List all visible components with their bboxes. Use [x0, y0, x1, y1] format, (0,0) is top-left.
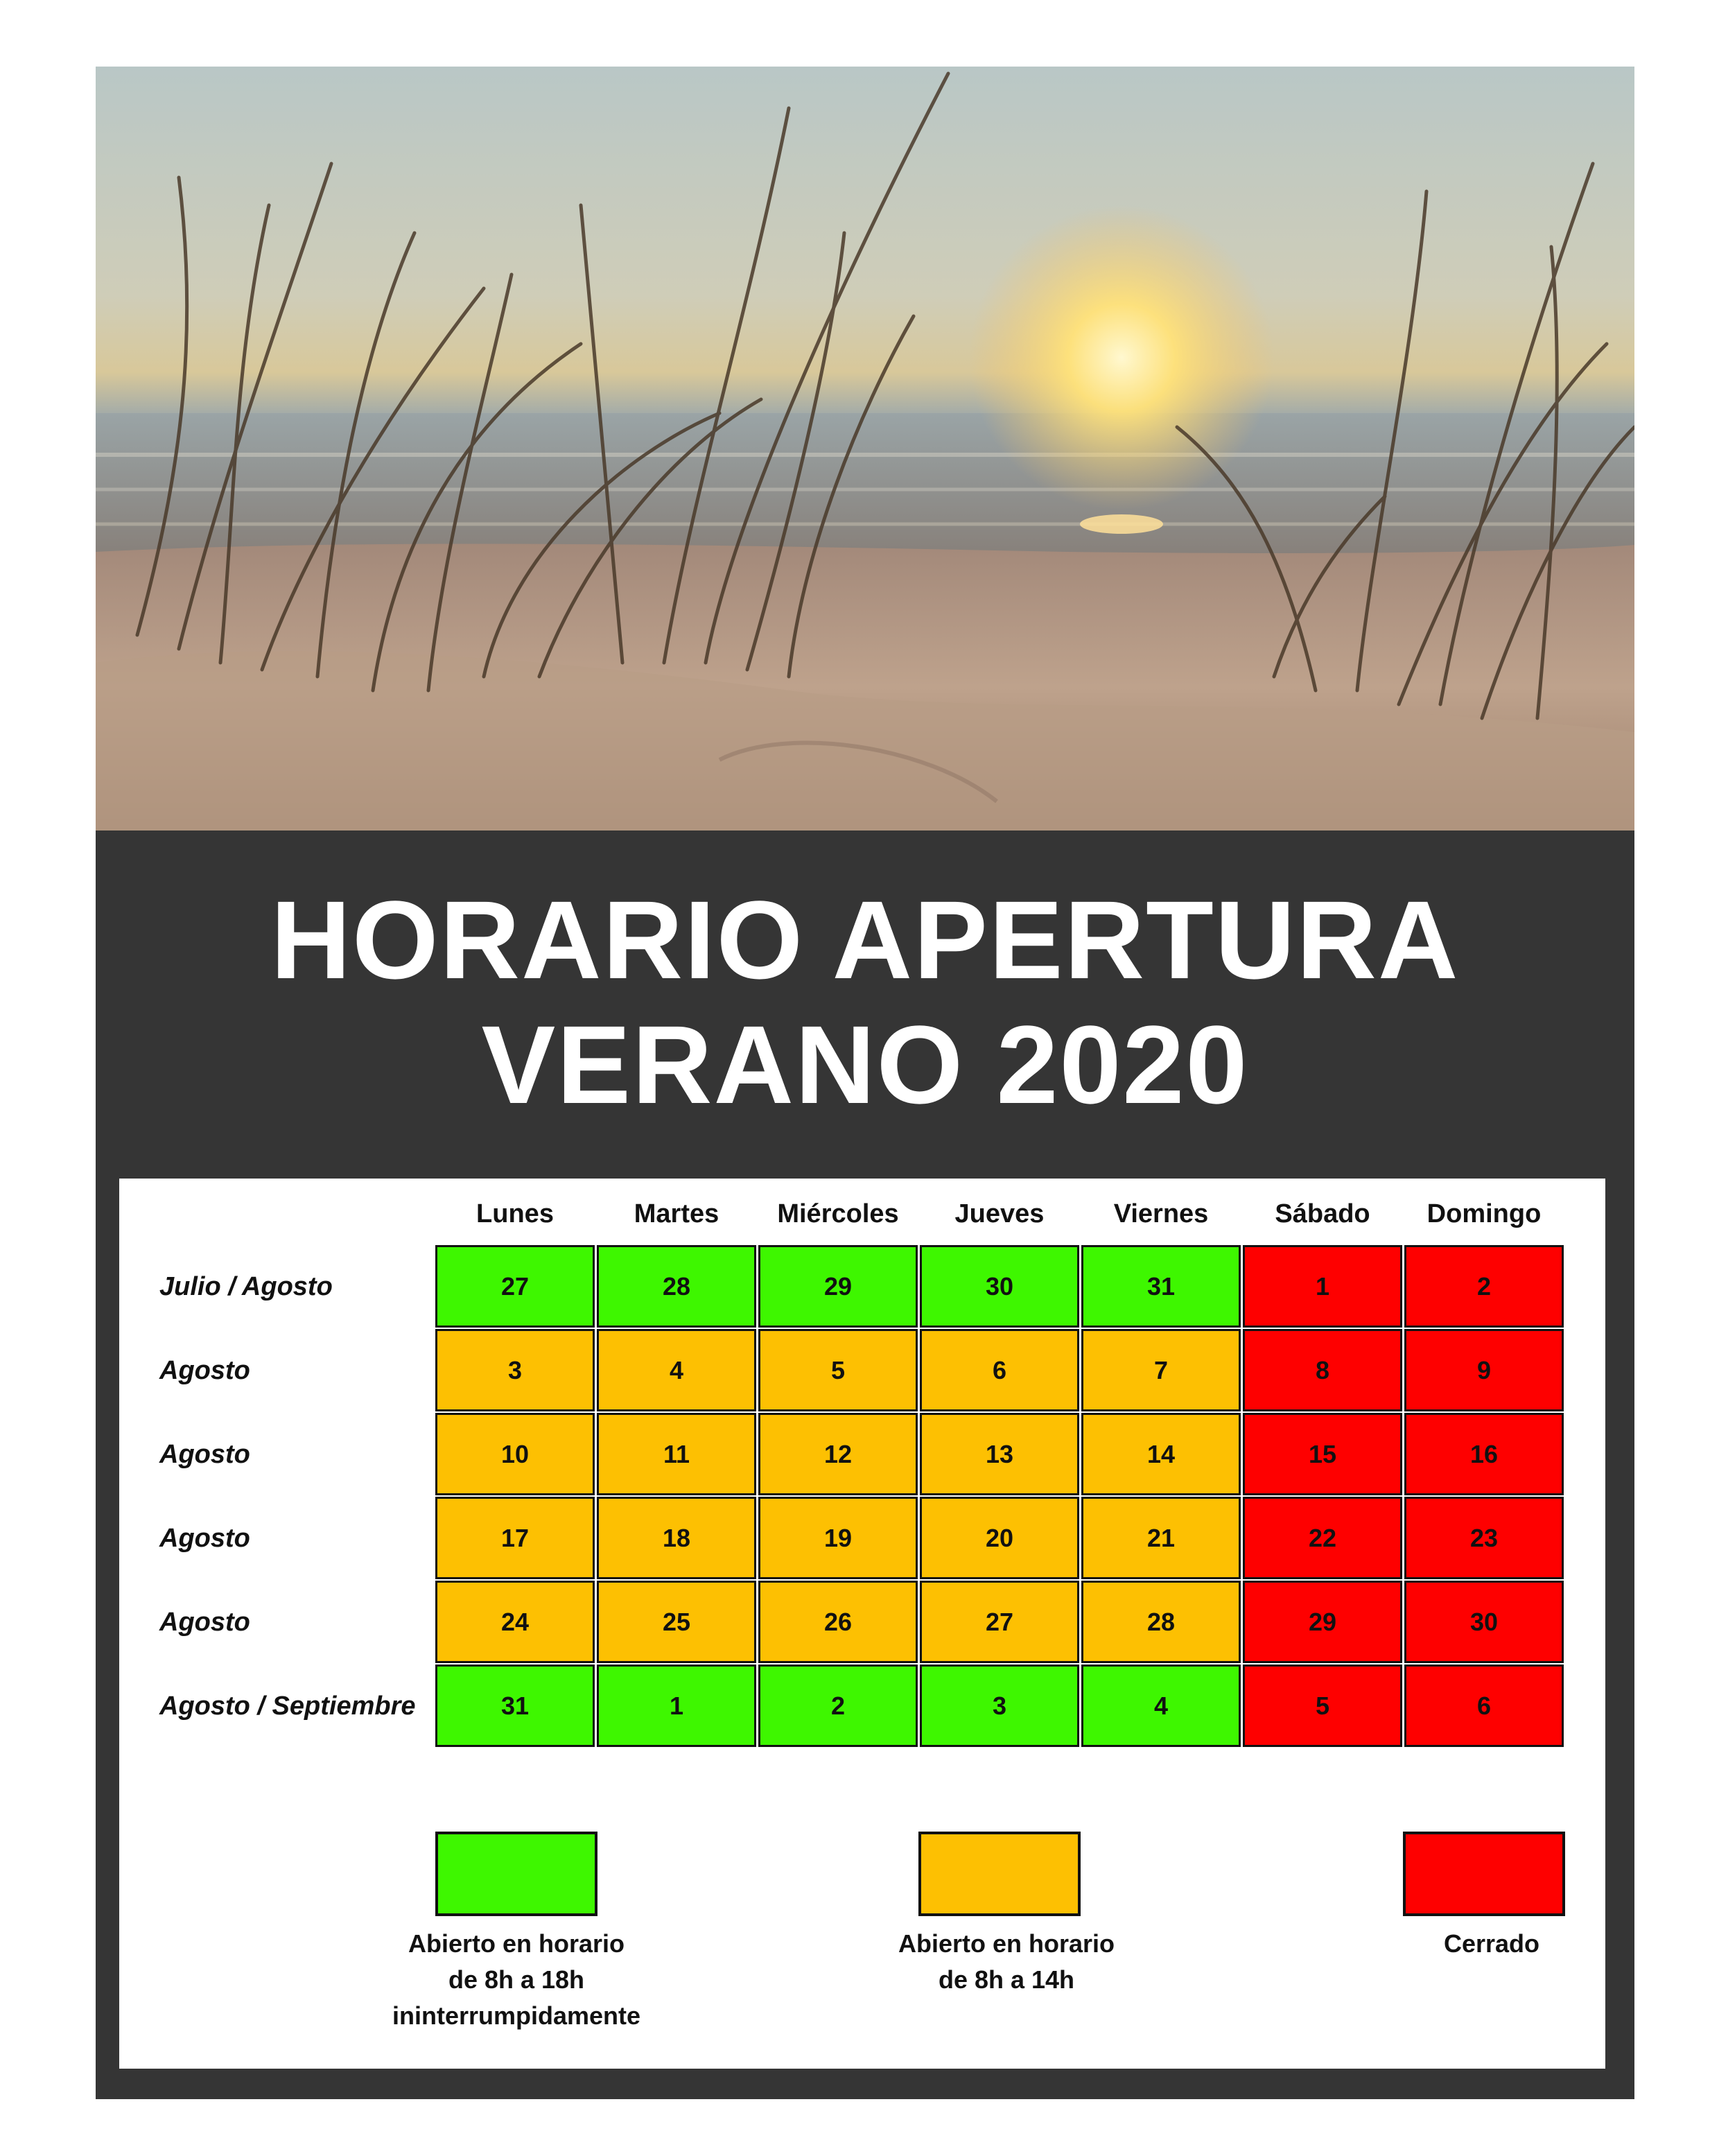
day-header: Lunes: [476, 1199, 554, 1228]
calendar-cell: 2: [758, 1664, 918, 1747]
calendar-cell: 26: [758, 1581, 918, 1663]
calendar-cell: 22: [1243, 1497, 1402, 1579]
calendar-cell: 29: [1243, 1581, 1402, 1663]
calendar-cell: 30: [920, 1245, 1079, 1328]
calendar-cell: 3: [920, 1664, 1079, 1747]
day-header: Domingo: [1426, 1199, 1542, 1228]
calendar-cell: 31: [1081, 1245, 1241, 1328]
legend-open-morning-swatch: [918, 1832, 1081, 1916]
row-label: Julio / Agosto: [159, 1272, 333, 1301]
calendar-cell: 7: [1081, 1329, 1241, 1411]
row-label: Agosto: [159, 1608, 250, 1637]
calendar-cell: 3: [435, 1329, 595, 1411]
poster: [96, 67, 1634, 2099]
calendar-cell: 6: [1404, 1664, 1564, 1747]
legend-closed-swatch: [1403, 1832, 1565, 1916]
calendar-cell: 1: [597, 1664, 756, 1747]
title-line-2: VERANO 2020: [481, 1002, 1249, 1127]
calendar-cell: 13: [920, 1413, 1079, 1495]
calendar-cell: 5: [758, 1329, 918, 1411]
legend-open-morning-line2: de 8h a 14h: [938, 1965, 1075, 1994]
calendar-cell: 29: [758, 1245, 918, 1328]
calendar-cell: 5: [1243, 1664, 1402, 1747]
calendar-cell: 17: [435, 1497, 595, 1579]
legend-open-full-label: [357, 1926, 676, 2034]
row-label: Agosto: [159, 1356, 250, 1385]
beach-illustration: [96, 67, 1634, 831]
calendar-cell: 12: [758, 1413, 918, 1495]
calendar-cell: 2: [1404, 1245, 1564, 1328]
calendar-cell: 28: [1081, 1581, 1241, 1663]
calendar-cell: 27: [920, 1581, 1079, 1663]
legend-open-full-swatch: [435, 1832, 597, 1916]
day-header: Jueves: [954, 1199, 1045, 1228]
calendar-cell: 24: [435, 1581, 595, 1663]
row-label: Agosto: [159, 1524, 250, 1553]
calendar-cell: 31: [435, 1664, 595, 1747]
calendar-cell: 19: [758, 1497, 918, 1579]
schedule-panel: [119, 1179, 1605, 2069]
calendar-cell: 28: [597, 1245, 756, 1328]
legend-closed-label: [1388, 1926, 1596, 1962]
calendar-cell: 25: [597, 1581, 756, 1663]
calendar-cell: 6: [920, 1329, 1079, 1411]
day-header: Miércoles: [777, 1199, 899, 1228]
calendar-cell: 18: [597, 1497, 756, 1579]
calendar-cell: 27: [435, 1245, 595, 1328]
calendar-cell: 20: [920, 1497, 1079, 1579]
calendar-cell: 14: [1081, 1413, 1241, 1495]
calendar-cell: 4: [1081, 1664, 1241, 1747]
legend-open-morning-label: [847, 1926, 1166, 1998]
beach-sunset-photo: [96, 67, 1634, 831]
calendar-cell: 4: [597, 1329, 756, 1411]
title-line-1: HORARIO APERTURA: [270, 878, 1460, 1002]
calendar-cell: 10: [435, 1413, 595, 1495]
day-header: Sábado: [1275, 1199, 1370, 1228]
legend-open-full-line2: de 8h a 18h: [448, 1965, 585, 1994]
row-label: Agosto: [159, 1440, 250, 1469]
calendar-cell: 23: [1404, 1497, 1564, 1579]
calendar-cell: 8: [1243, 1329, 1402, 1411]
calendar-cell: 16: [1404, 1413, 1564, 1495]
page-title: [96, 878, 1634, 1127]
calendar-cell: 15: [1243, 1413, 1402, 1495]
day-header: Martes: [634, 1199, 719, 1228]
legend-open-full-line1: Abierto en horario: [408, 1929, 625, 1958]
calendar-cell: 1: [1243, 1245, 1402, 1328]
legend-open-full-line3: ininterrumpidamente: [392, 2001, 641, 2030]
row-label: Agosto / Septiembre: [159, 1692, 416, 1721]
legend-open-morning-line1: Abierto en horario: [898, 1929, 1115, 1958]
legend-closed-line1: Cerrado: [1443, 1929, 1540, 1958]
calendar-cell: 11: [597, 1413, 756, 1495]
calendar-cell: 30: [1404, 1581, 1564, 1663]
day-header: Viernes: [1113, 1199, 1209, 1228]
calendar-cell: 21: [1081, 1497, 1241, 1579]
calendar-cell: 9: [1404, 1329, 1564, 1411]
